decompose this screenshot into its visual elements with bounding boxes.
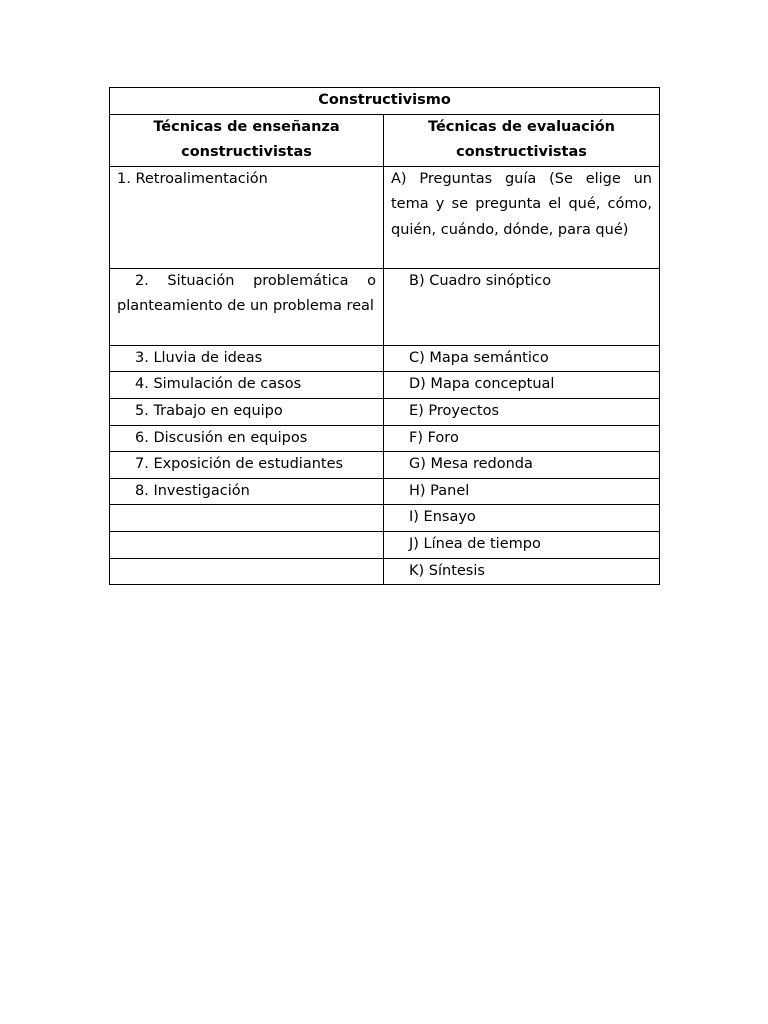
evaluation-technique-cell: I) Ensayo: [384, 505, 660, 532]
evaluation-technique-cell: D) Mapa conceptual: [384, 372, 660, 399]
evaluation-technique-cell: C) Mapa semántico: [384, 345, 660, 372]
table-row: [110, 268, 660, 345]
evaluation-technique-cell: A) Preguntas guía (Se elige un tema y se pregunta el qué, cómo, quién, cuándo, dónde, para qué): [384, 166, 660, 268]
teaching-technique-cell: 8. Investigación: [110, 478, 384, 505]
table-row: [110, 452, 660, 479]
teaching-technique-cell: 5. Trabajo en equipo: [110, 398, 384, 425]
evaluation-technique-cell: B) Cuadro sinóptico: [384, 268, 660, 345]
table-row: [110, 531, 660, 558]
table-row: [110, 166, 660, 268]
teaching-technique-cell: 1. Retroalimentación: [110, 166, 384, 268]
table-header-row: [110, 114, 660, 166]
evaluation-technique-cell: F) Foro: [384, 425, 660, 452]
constructivism-table: [109, 87, 660, 585]
header-evaluation-techniques: Técnicas de evaluación constructivistas: [384, 114, 660, 166]
table-row: [110, 558, 660, 585]
table-row: [110, 505, 660, 532]
evaluation-technique-cell: J) Línea de tiempo: [384, 531, 660, 558]
evaluation-technique-cell: E) Proyectos: [384, 398, 660, 425]
teaching-technique-cell: 2. Situación problemática o planteamiento de un problema real: [110, 268, 384, 345]
teaching-technique-cell: 6. Discusión en equipos: [110, 425, 384, 452]
table-title-row: [110, 88, 660, 115]
table-row: [110, 398, 660, 425]
teaching-technique-cell: [110, 531, 384, 558]
teaching-technique-cell: [110, 558, 384, 585]
table-row: [110, 478, 660, 505]
evaluation-technique-cell: G) Mesa redonda: [384, 452, 660, 479]
table-row: [110, 372, 660, 399]
table-row: [110, 425, 660, 452]
header-teaching-techniques: Técnicas de enseñanza constructivistas: [110, 114, 384, 166]
evaluation-technique-cell: K) Síntesis: [384, 558, 660, 585]
table-row: [110, 345, 660, 372]
table-title: Constructivismo: [110, 88, 660, 115]
teaching-technique-cell: 3. Lluvia de ideas: [110, 345, 384, 372]
teaching-technique-cell: [110, 505, 384, 532]
teaching-technique-cell: 4. Simulación de casos: [110, 372, 384, 399]
evaluation-technique-cell: H) Panel: [384, 478, 660, 505]
teaching-technique-cell: 7. Exposición de estudiantes: [110, 452, 384, 479]
